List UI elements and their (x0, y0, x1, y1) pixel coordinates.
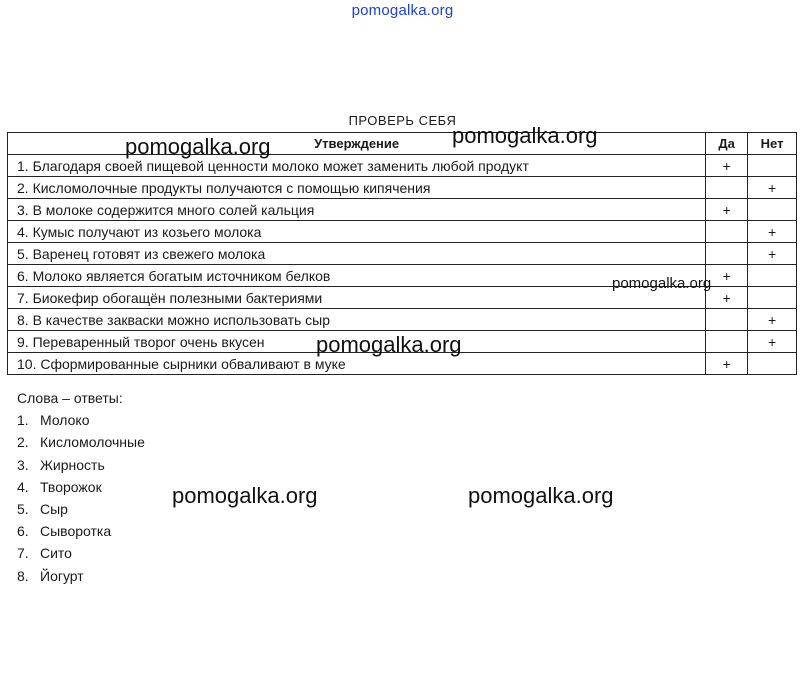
item-text: Кисломолочные (40, 434, 145, 451)
item-text: Сыворотка (40, 523, 112, 540)
no-cell (748, 155, 797, 177)
row-number: 1. (17, 157, 29, 174)
statement-text: Кисломолочные продукты получаются с помощью кипячения (32, 179, 431, 196)
statement-text: Сформированные сырники обваливают в муке (40, 355, 346, 372)
words-heading: Слова – ответы: (17, 390, 123, 406)
words-list (17, 409, 145, 587)
no-cell: + (748, 243, 797, 265)
yes-cell: + (706, 287, 748, 309)
yes-cell: + (706, 353, 748, 375)
statement-cell (8, 287, 706, 309)
item-text: Молоко (40, 412, 90, 429)
watermark: pomogalka.org (612, 275, 712, 292)
header-no: Нет (748, 133, 797, 155)
item-number: 6. (17, 523, 29, 540)
statement-cell (8, 221, 706, 243)
yes-cell (706, 243, 748, 265)
table-row (8, 243, 797, 265)
watermark: pomogalka.org (125, 134, 271, 159)
no-cell: + (748, 221, 797, 243)
yes-cell (706, 331, 748, 353)
table-row (8, 199, 797, 221)
row-number: 3. (17, 201, 29, 218)
list-item (17, 498, 145, 520)
watermark: pomogalka.org (452, 123, 598, 148)
item-text: Жирность (40, 456, 105, 473)
no-cell: + (748, 177, 797, 199)
row-number: 10. (17, 355, 37, 372)
statement-text: Кумыс получают из козьего молока (32, 223, 262, 240)
no-cell (748, 353, 797, 375)
row-number: 7. (17, 289, 29, 306)
answer-words (17, 387, 145, 587)
item-number: 5. (17, 501, 29, 518)
row-number: 4. (17, 223, 29, 240)
yes-cell (706, 177, 748, 199)
row-number: 2. (17, 179, 29, 196)
statement-cell (8, 155, 706, 177)
header-yes: Да (706, 133, 748, 155)
statement-cell (8, 309, 706, 331)
list-item (17, 431, 145, 453)
item-number: 8. (17, 567, 29, 584)
item-text: Сыр (40, 501, 68, 518)
row-number: 8. (17, 311, 29, 328)
no-cell (748, 287, 797, 309)
item-number: 7. (17, 545, 29, 562)
statement-cell (8, 199, 706, 221)
yes-cell: + (706, 265, 748, 287)
statement-text: Благодаря своей пищевой ценности молоко может заменить любой продукт (32, 157, 529, 174)
statement-text: Молоко является богатым источником белков (32, 267, 331, 284)
statement-text: Биокефир обогащён полезными бактериями (32, 289, 323, 306)
item-text: Йогурт (40, 567, 84, 584)
list-item (17, 542, 145, 564)
statement-cell (8, 177, 706, 199)
no-cell (748, 199, 797, 221)
list-item (17, 454, 145, 476)
table-row (8, 221, 797, 243)
item-number: 4. (17, 478, 29, 495)
item-text: Творожок (40, 478, 102, 495)
list-item (17, 520, 145, 542)
item-number: 2. (17, 434, 29, 451)
list-item (17, 476, 145, 498)
watermark: pomogalka.org (172, 483, 318, 508)
statement-text: Варенец готовят из свежего молока (32, 245, 266, 262)
table-row (8, 309, 797, 331)
row-number: 5. (17, 245, 29, 262)
statement-text: Переваренный творог очень вкусен (32, 333, 265, 350)
yes-cell: + (706, 199, 748, 221)
watermark: pomogalka.org (316, 332, 462, 357)
no-cell: + (748, 309, 797, 331)
site-header-watermark: pomogalka.org (351, 2, 454, 19)
statement-text: В качестве закваски можно использовать сыр (32, 311, 331, 328)
statement-cell (8, 243, 706, 265)
no-cell: + (748, 331, 797, 353)
item-text: Сито (40, 545, 72, 562)
statement-cell (8, 265, 706, 287)
list-item (17, 409, 145, 431)
statement-text: В молоке содержится много солей кальция (32, 201, 315, 218)
list-item (17, 565, 145, 587)
yes-cell: + (706, 155, 748, 177)
row-number: 9. (17, 333, 29, 350)
page-title: ПРОВЕРЬ СЕБЯ (348, 113, 457, 128)
item-number: 1. (17, 412, 29, 429)
yes-cell (706, 309, 748, 331)
item-number: 3. (17, 456, 29, 473)
watermark: pomogalka.org (468, 483, 614, 508)
row-number: 6. (17, 267, 29, 284)
yes-cell (706, 221, 748, 243)
header-statement: Утверждение (8, 133, 706, 155)
no-cell (748, 265, 797, 287)
table-row (8, 177, 797, 199)
